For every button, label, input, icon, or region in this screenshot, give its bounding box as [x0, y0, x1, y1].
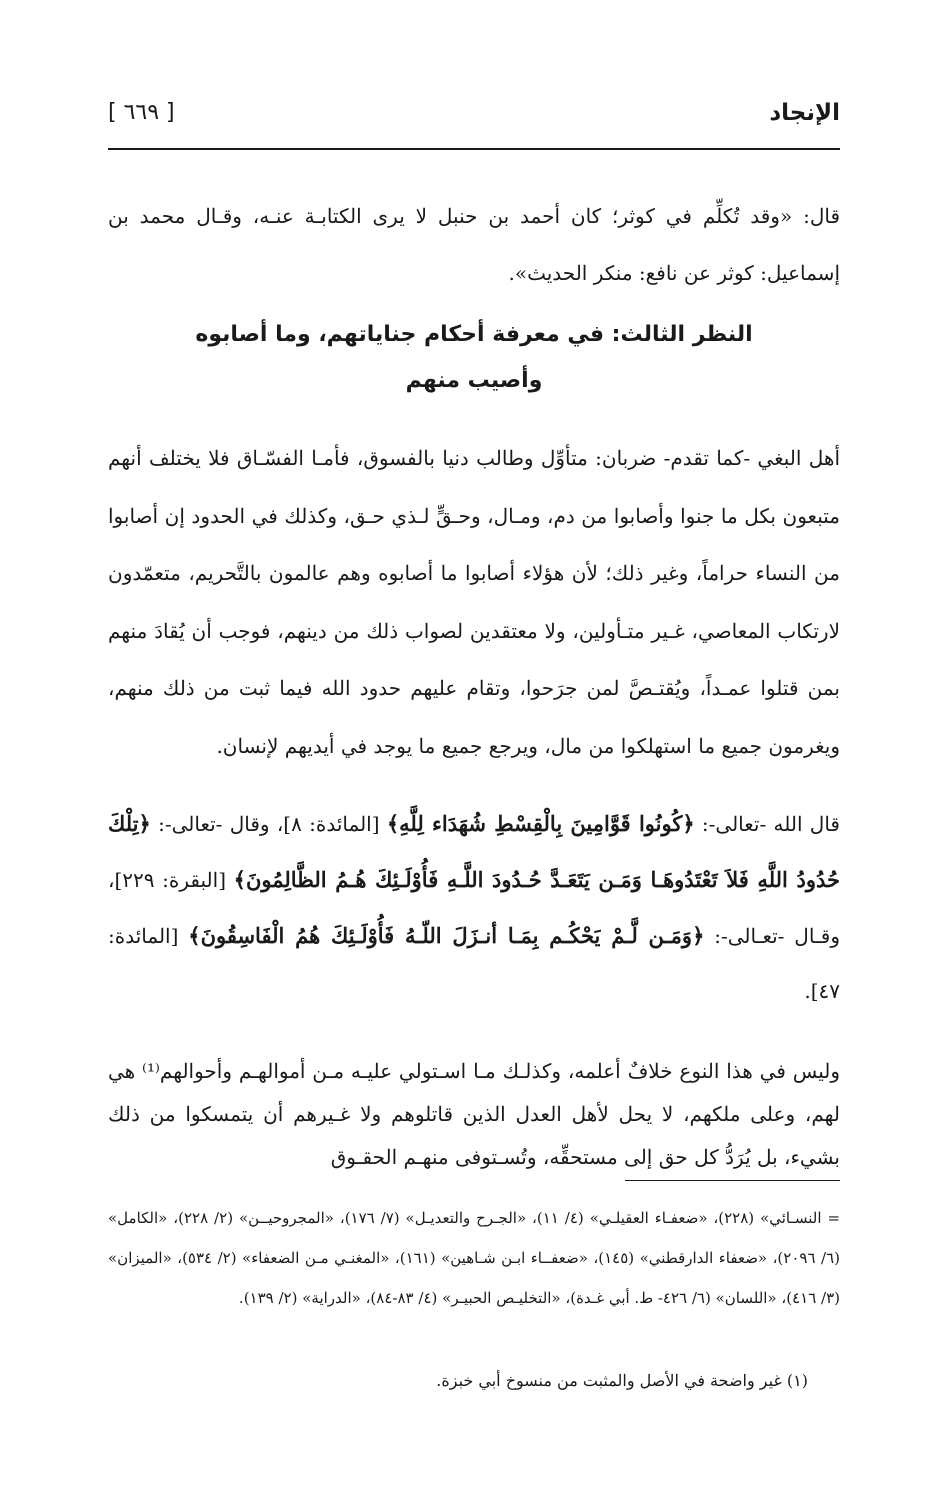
header-title: الإنجاد [769, 100, 840, 126]
paragraph-2: أهل البغي -كما تقدم- ضربان: متأوِّل وطالب دنيا بالفسوق، فأمـا الفسّـاق فلا يختلف أنهم متبعون بكل ما جنوا وأصابوا من دم، ومـال، وحـقٍّ لـذي حـق، وكذلك في الحدود إن أصابوا من النساء حراماً، وغير ذلك؛ لأن هؤلاء أصابوا ما أصابوه وهم عالمون بالتَّحريم، متعمّدون لارتكاب المعاصي، غـير متـأولين، ولا معتقدين لصواب ذلك من دينهم، فوجب أن يُقادَ منهم بمن قتلوا عمـداً، ويُقتـصَّ لمن جرَحوا، وتقام عليهم حدود الله فيما ثبت من ذلك منهم، ويغرمون جميع ما استهلكوا من مال، ويرجع جميع ما يوجد في أيديهم لإنسان. [108, 446, 840, 758]
section-heading-line-1: النظر الثالث: في معرفة أحكام جناياتهم، وما أصابوه [195, 322, 753, 347]
quran-verse-2: ﴿تِلْكَ حُدُودُ اللَّهِ فَلاَ تَعْتَدُوهَـا وَمَـن يَتَعَـدَّ حُـدُودَ اللَّـهِ فَأُوْلَـئِكَ هُـمُ الظَّالِمُونَ﴾ [108, 811, 840, 892]
paragraph-3-text-a: قال الله -تعالى-: [694, 812, 840, 836]
quran-verse-1: ﴿كُونُوا قَوَّامِينَ بِالْقِسْطِ شُهَدَاء لِلَّهِ﴾ [386, 811, 695, 836]
section-heading [108, 312, 840, 404]
paragraph-3-text-b: [المائدة: ٨]، وقال -تعالى-: [150, 812, 387, 836]
header-rule [108, 148, 840, 150]
paragraph-3-text-d: [المائدة: ٤٧]. [108, 924, 840, 1003]
quran-verse-3: ﴿وَمَـن لَّـمْ يَحْكُـم بِمَـا أنـزَلَ اللّـهُ فَأُوْلَـئِكَ هُمُ الْفَاسِقُونَ﴾ [188, 923, 705, 948]
running-header [108, 96, 840, 136]
paragraph-4: وليس في هذا النوع خلافٌ أعلمه، وكذلـك مـا اسـتولي عليـه مـن أموالهـم وأحوالهم⁽¹⁾ هي لهم، وعلى ملكهم، لا يحل لأهل العدل الذين قاتلوهم ولا غـيرهم أن يتمسكوا من ذلك بشيء، بل يُرَدُّ كل حق إلى مستحقِّه، وتُسـتوفى منهـم الحقـوق [108, 1059, 840, 1169]
paragraph-3 [108, 796, 840, 1019]
footnote-1: (١) غير واضحة في الأصل والمثبت من منسوخ أبي خبزة. [436, 1371, 808, 1390]
paragraph-3-text-c: [البقرة: ٢٢٩]، وقـال -تعـالى-: [108, 868, 841, 948]
footnote-continuation: = النسـائي» (٢٢٨)، «ضعفـاء العقيلـي» (٤/ ١١)، «الجـرح والتعديـل» (٧/ ١٧٦)، «المجروحيــن» (٢/ ٢٢٨)، «الكامل» (٦/ ٢٠٩٦)، «ضعفاء الدارقطني» (١٤٥)، «ضعفــاء ابـن شـاهين» (١٦١)، «المغنـي مـن الضعفاء» (٢/ ٥٣٤)، «الميزان» (٣/ ٤١٦)، «اللسان» (٦/ ٤٢٦- ط. أبي غـدة)، «التخليـص الحبيـر» (٤/ ٨٣-٨٤)، «الدراية» (٢/ ١٣٩). [108, 1209, 841, 1307]
footnote-rule [625, 1180, 840, 1181]
section-heading-line-2: وأصيب منهم [405, 368, 543, 393]
page-number: [ ٦٦٩ ] [108, 100, 175, 125]
paragraph-1: قال: «وقد تُكلِّم في كوثر؛ كان أحمد بن حنبل لا يرى الكتابـة عنـه، وقـال محمد بن إسماعيل: كوثر عن نافع: منكر الحديث». [108, 204, 841, 285]
